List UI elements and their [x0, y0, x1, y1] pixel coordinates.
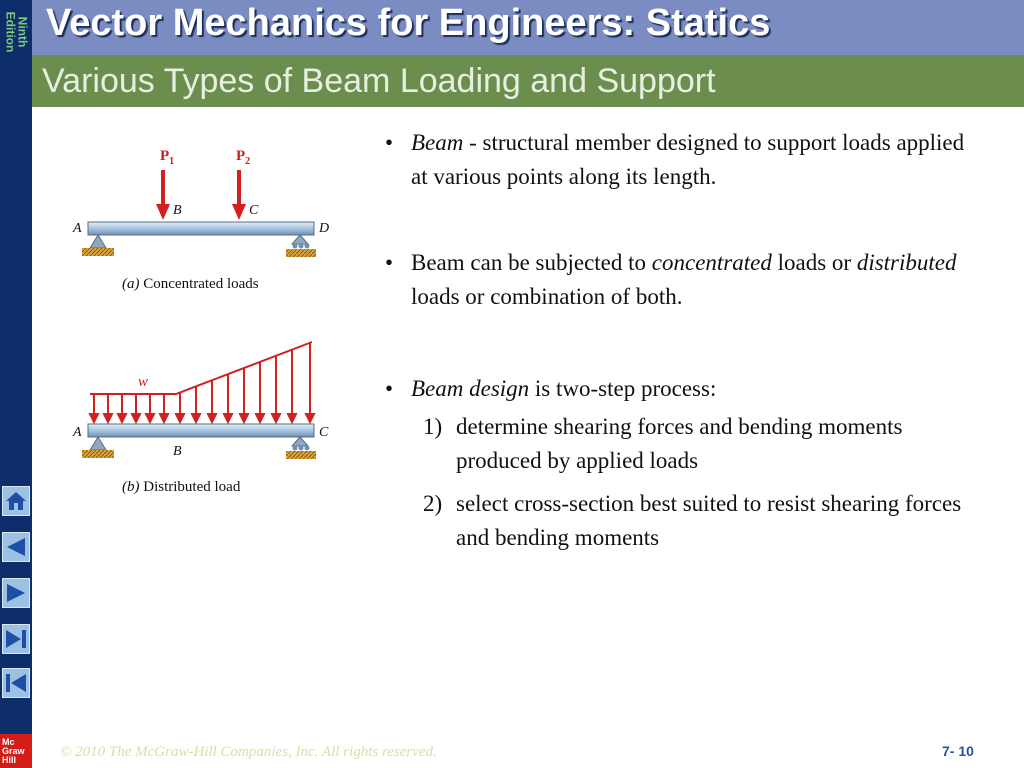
point-a-label: A	[73, 221, 82, 236]
point-c-label: C	[249, 203, 259, 218]
figure-distributed-load	[68, 338, 348, 503]
figure-concentrated-loads	[68, 142, 348, 302]
page-number: 7- 10	[942, 743, 974, 759]
next-button[interactable]	[2, 578, 30, 608]
point-a-label: A	[73, 425, 82, 440]
pin-support	[82, 437, 114, 458]
load-w-label: w	[138, 374, 149, 390]
caption-a: (a) Concentrated loads	[122, 276, 259, 292]
edition-line2: Edition	[3, 11, 18, 53]
previous-button[interactable]	[2, 532, 30, 562]
first-icon	[5, 672, 27, 694]
edition-label	[0, 0, 32, 64]
page-title: Vector Mechanics for Engineers: Statics	[46, 2, 771, 44]
point-c-label: C	[319, 425, 329, 440]
load-p1-label: $P_1$	[160, 148, 175, 167]
next-icon	[5, 582, 27, 604]
load-arrow-p1	[156, 170, 170, 220]
slide-title: Various Types of Beam Loading and Support	[42, 62, 716, 100]
first-slide-button[interactable]	[2, 668, 30, 698]
pin-support	[82, 235, 114, 256]
home-button[interactable]	[2, 486, 30, 516]
sub-item-step-1: 1) determine shearing forces and bending moments produced by applied loads	[423, 414, 903, 473]
beam	[88, 222, 314, 235]
header-bar	[32, 0, 1024, 55]
caption-b: (b) Distributed load	[122, 479, 241, 495]
point-b-label: B	[173, 444, 182, 459]
last-icon	[5, 628, 27, 650]
beam	[88, 424, 314, 437]
load-envelope	[90, 342, 312, 394]
publisher-logo: Mc Graw Hill	[0, 734, 32, 768]
sidebar	[0, 0, 32, 768]
edition-line1: Ninth	[15, 16, 30, 48]
bullet-loading-types: • Beam can be subjected to concentrated loads or distributed loads or combination of both.	[385, 250, 957, 309]
home-icon	[5, 490, 27, 512]
point-d-label: D	[319, 221, 330, 236]
load-arrow-p2	[232, 170, 246, 220]
point-b-label: B	[173, 203, 182, 218]
roller-support	[286, 235, 316, 257]
last-slide-button[interactable]	[2, 624, 30, 654]
subheader-bar	[32, 55, 1024, 107]
sub-item-step-2: 2) select cross-section best suited to resist shearing forces and bending moments	[423, 491, 962, 550]
load-p2-label: $P_2$	[236, 148, 251, 167]
bullet-beam-design: • Beam design is two-step process:	[385, 376, 717, 401]
copyright-notice: © 2010 The McGraw-Hill Companies, Inc. All rights reserved.	[60, 744, 437, 760]
bullet-beam-definition: • Beam - structural member designed to support loads applied at various points along its length.	[385, 130, 965, 189]
content-bullets	[383, 126, 983, 564]
previous-icon	[5, 536, 27, 558]
roller-support	[286, 437, 316, 459]
